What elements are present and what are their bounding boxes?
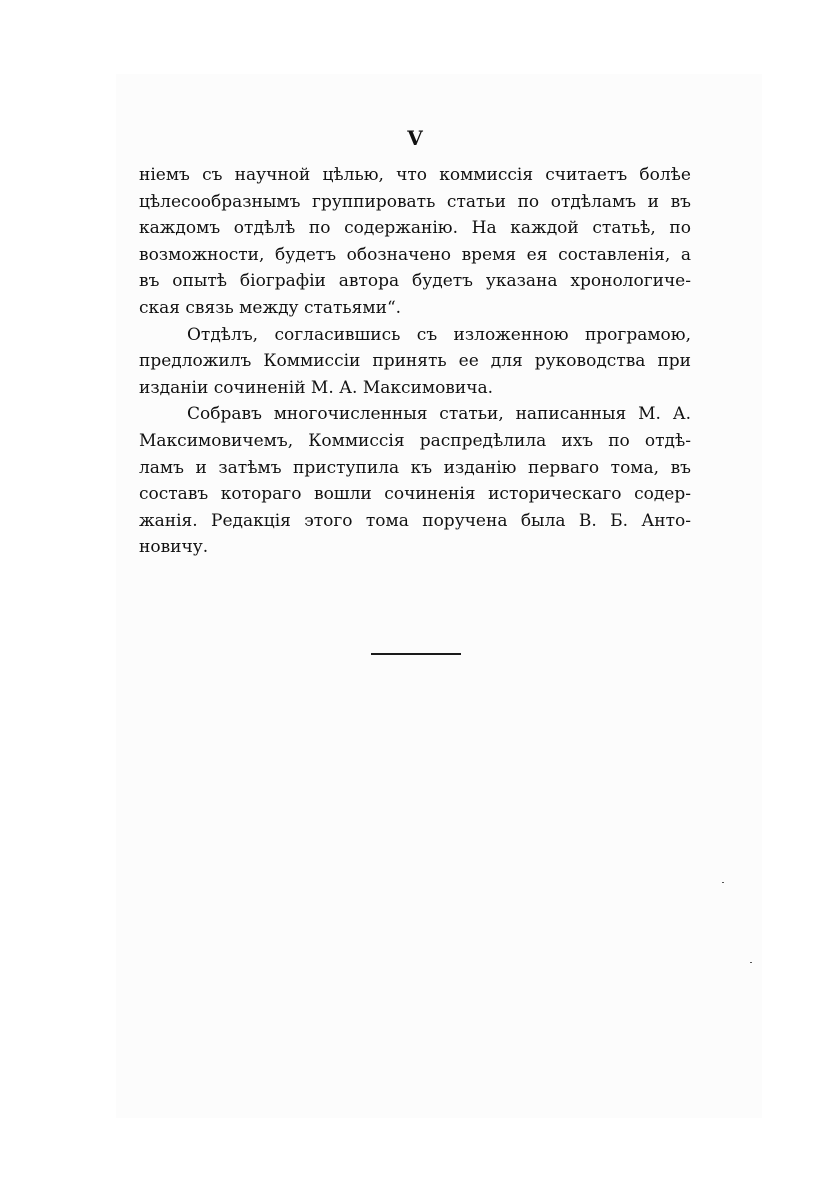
text-line: ламъ и затѣмъ приступила къ изданію перваго тома, въ (139, 457, 691, 478)
text-line: Отдѣлъ, согласившись съ изложенною програмою, (187, 324, 691, 345)
text-line: изданіи сочиненій М. А. Максимовича. (139, 377, 493, 398)
text-line: составъ котораго вошли сочиненія историческаго содер- (139, 484, 691, 505)
body-text (139, 162, 691, 561)
scan-speck (750, 962, 752, 963)
text-line: Собравъ многочисленныя статьи, написанныя М. А. (187, 404, 691, 425)
text-line: жанія. Редакція этого тома поручена была В. Б. Анто- (139, 510, 691, 531)
text-line: въ опытѣ біографіи автора будетъ указана хронологиче- (139, 271, 691, 292)
text-line: предложилъ Коммиссіи принять ее для руководства при (139, 351, 691, 372)
text-line: цѣлесообразнымъ группировать статьи по отдѣламъ и въ (139, 191, 691, 212)
text-line: каждомъ отдѣлѣ по содержанію. На каждой статьѣ, по (139, 218, 691, 239)
text-line: новичу. (139, 537, 209, 558)
text-line: ская связь между статьями“. (139, 297, 402, 318)
section-end-rule (371, 653, 461, 655)
text-line: Максимовичемъ, Коммиссія распредѣлила ихъ по отдѣ- (139, 430, 691, 451)
page-number: V (407, 126, 423, 150)
text-line: ніемъ съ научной цѣлью, что коммиссія считаетъ болѣе (139, 165, 691, 185)
scan-speck (722, 882, 724, 883)
text-line: возможности, будетъ обозначено время ея составленія, а (139, 244, 691, 265)
